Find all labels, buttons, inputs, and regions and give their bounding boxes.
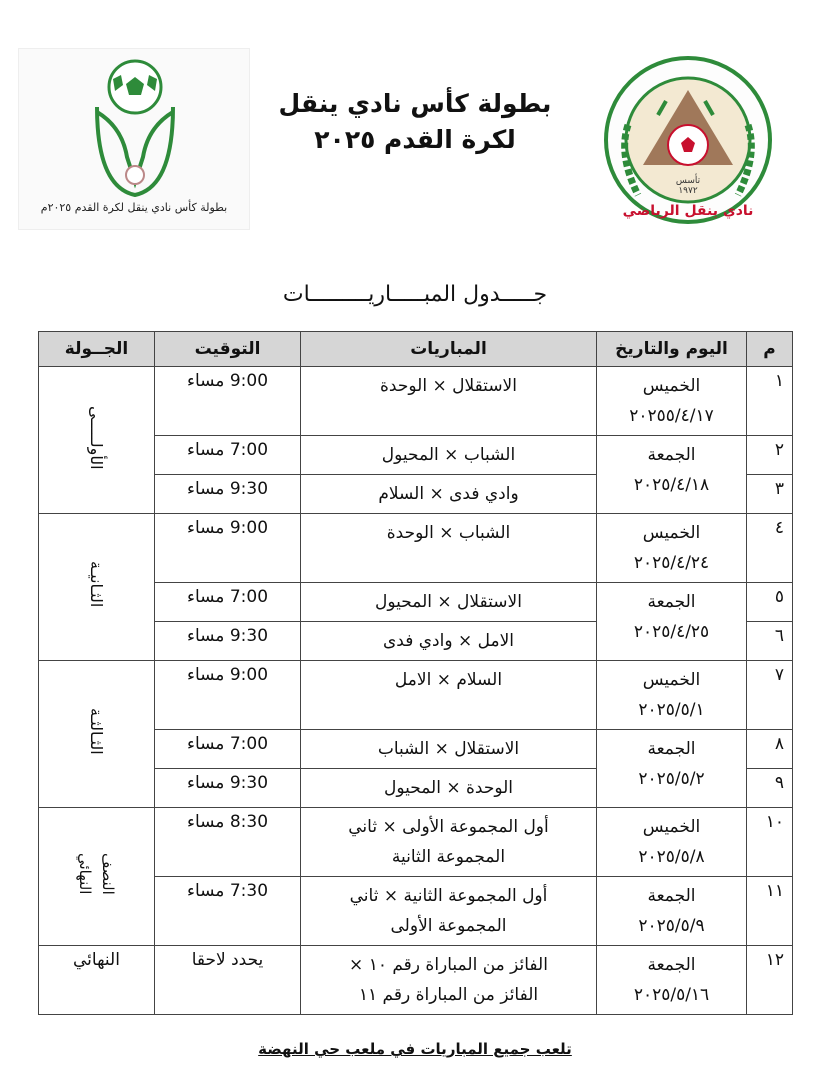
match-teams bbox=[301, 877, 597, 946]
match-date-cell bbox=[597, 946, 747, 1015]
round-label: النصف bbox=[99, 853, 118, 895]
match-time: 9:00 مساء bbox=[155, 661, 301, 730]
match-time: 9:30 مساء bbox=[155, 475, 301, 514]
match-number: ١١ bbox=[747, 877, 793, 946]
match-number: ٦ bbox=[747, 622, 793, 661]
table-row bbox=[39, 946, 793, 1015]
logo-club-name: نادي ينقل الرياضي bbox=[622, 203, 754, 219]
match-date: ٢٠٢٥/٥/٩ bbox=[638, 916, 705, 936]
match-number: ٨ bbox=[747, 730, 793, 769]
round-cell bbox=[39, 808, 155, 946]
tournament-logo bbox=[18, 48, 250, 230]
match-teams bbox=[301, 808, 597, 877]
match-time: 7:30 مساء bbox=[155, 877, 301, 946]
match-date: ٢٠٢٥/٥/١٦ bbox=[633, 985, 710, 1005]
match-time: 9:30 مساء bbox=[155, 769, 301, 808]
round-label: الأولـــــى bbox=[87, 405, 106, 470]
match-teams: الاستقلال × الشباب bbox=[301, 730, 597, 769]
match-time: 8:30 مساء bbox=[155, 808, 301, 877]
match-date: ٢٠٢٥/٤/٢٥ bbox=[633, 622, 710, 642]
title-line-1: بطولة كأس نادي ينقل bbox=[278, 89, 552, 118]
table-row bbox=[39, 514, 793, 583]
header-date: اليوم والتاريخ bbox=[597, 332, 747, 367]
match-line-1: أول المجموعة الثانية × ثاني bbox=[349, 886, 548, 906]
match-date-cell bbox=[597, 661, 747, 730]
match-number: ٤ bbox=[747, 514, 793, 583]
match-number: ١ bbox=[747, 367, 793, 436]
table-row bbox=[39, 661, 793, 730]
match-teams: الشباب × الوحدة bbox=[301, 514, 597, 583]
match-number: ٩ bbox=[747, 769, 793, 808]
match-day: الخميس bbox=[642, 523, 701, 543]
match-teams: السلام × الامل bbox=[301, 661, 597, 730]
match-number: ٣ bbox=[747, 475, 793, 514]
schedule-heading: جـــــدول المبـــــاريـــــــــات bbox=[282, 282, 548, 307]
round-cell-final: النهائي bbox=[39, 946, 155, 1015]
match-number: ٥ bbox=[747, 583, 793, 622]
match-number: ١٠ bbox=[747, 808, 793, 877]
header-round: الجــولة bbox=[39, 332, 155, 367]
match-day: الخميس bbox=[642, 817, 701, 837]
logo-small-text: تأسس bbox=[675, 176, 701, 186]
match-day: الجمعة bbox=[647, 445, 696, 465]
match-day: الجمعة bbox=[647, 886, 696, 906]
round-cell bbox=[39, 661, 155, 808]
match-date: ٢٠٢٥/٤/٢٤ bbox=[633, 553, 710, 573]
match-line-2: الفائز من المباراة رقم ١١ bbox=[358, 985, 539, 1005]
table-row bbox=[39, 367, 793, 436]
match-number: ١٢ bbox=[747, 946, 793, 1015]
round-label: الثـانيـة bbox=[87, 561, 106, 608]
club-logo bbox=[603, 55, 773, 225]
match-line-1: أول المجموعة الأولى × ثاني bbox=[348, 817, 549, 837]
match-date-cell bbox=[597, 514, 747, 583]
match-date-cell bbox=[597, 436, 747, 514]
match-number: ٢ bbox=[747, 436, 793, 475]
match-date: ٢٠٢٥/٤/١٨ bbox=[633, 475, 710, 495]
match-date-cell bbox=[597, 367, 747, 436]
match-line-1: الفائز من المباراة رقم ١٠ × bbox=[349, 955, 548, 975]
match-date: ٢٠٢٥/٥/٢ bbox=[638, 769, 705, 789]
match-number: ٧ bbox=[747, 661, 793, 730]
match-date-cell bbox=[597, 583, 747, 661]
match-day: الجمعة bbox=[647, 739, 696, 759]
match-day: الجمعة bbox=[647, 592, 696, 612]
match-date: ٢٠٢٥/٥/٨ bbox=[638, 847, 705, 867]
title-line-2: لكرة القدم ٢٠٢٥ bbox=[314, 125, 516, 154]
header-time: التوقيت bbox=[155, 332, 301, 367]
match-day: الجمعة bbox=[647, 955, 696, 975]
page-title bbox=[250, 86, 580, 158]
match-teams: الشباب × المحيول bbox=[301, 436, 597, 475]
match-teams: الاستقلال × المحيول bbox=[301, 583, 597, 622]
match-line-2: المجموعة الأولى bbox=[390, 916, 507, 936]
header-num: م bbox=[747, 332, 793, 367]
match-date-cell bbox=[597, 730, 747, 808]
match-date-cell bbox=[597, 877, 747, 946]
match-day: الخميس bbox=[642, 670, 701, 690]
header-match: المباريات bbox=[301, 332, 597, 367]
club-emblem-icon bbox=[603, 55, 773, 225]
table-row bbox=[39, 808, 793, 877]
logo-year: ١٩٧٢ bbox=[678, 186, 698, 196]
venue-note: تلعب جميع المباريات في ملعب حي النهضة bbox=[258, 1040, 572, 1058]
match-teams: الوحدة × المحيول bbox=[301, 769, 597, 808]
match-date: ٢٠٢٥٥/٤/١٧ bbox=[629, 406, 714, 426]
tournament-emblem-icon bbox=[77, 57, 193, 197]
match-time: يحدد لاحقا bbox=[155, 946, 301, 1015]
match-teams: الاستقلال × الوحدة bbox=[301, 367, 597, 436]
match-date: ٢٠٢٥/٥/١ bbox=[638, 700, 705, 720]
match-time: 9:30 مساء bbox=[155, 622, 301, 661]
match-teams: وادي فدى × السلام bbox=[301, 475, 597, 514]
round-cell bbox=[39, 367, 155, 514]
match-time: 7:00 مساء bbox=[155, 583, 301, 622]
match-time: 7:00 مساء bbox=[155, 436, 301, 475]
match-teams bbox=[301, 946, 597, 1015]
match-teams: الامل × وادي فدى bbox=[301, 622, 597, 661]
table-header-row bbox=[39, 332, 793, 367]
match-time: 7:00 مساء bbox=[155, 730, 301, 769]
match-day: الخميس bbox=[642, 376, 701, 396]
round-cell bbox=[39, 514, 155, 661]
round-label: الثـالثـة bbox=[87, 708, 106, 755]
logo-caption: بطولة كأس نادي ينقل لكرة القدم ٢٠٢٥م bbox=[40, 201, 228, 214]
match-date-cell bbox=[597, 808, 747, 877]
round-label: النهائي bbox=[75, 853, 94, 895]
match-time: 9:00 مساء bbox=[155, 514, 301, 583]
match-time: 9:00 مساء bbox=[155, 367, 301, 436]
schedule-table bbox=[38, 331, 793, 1015]
match-line-2: المجموعة الثانية bbox=[391, 847, 506, 867]
